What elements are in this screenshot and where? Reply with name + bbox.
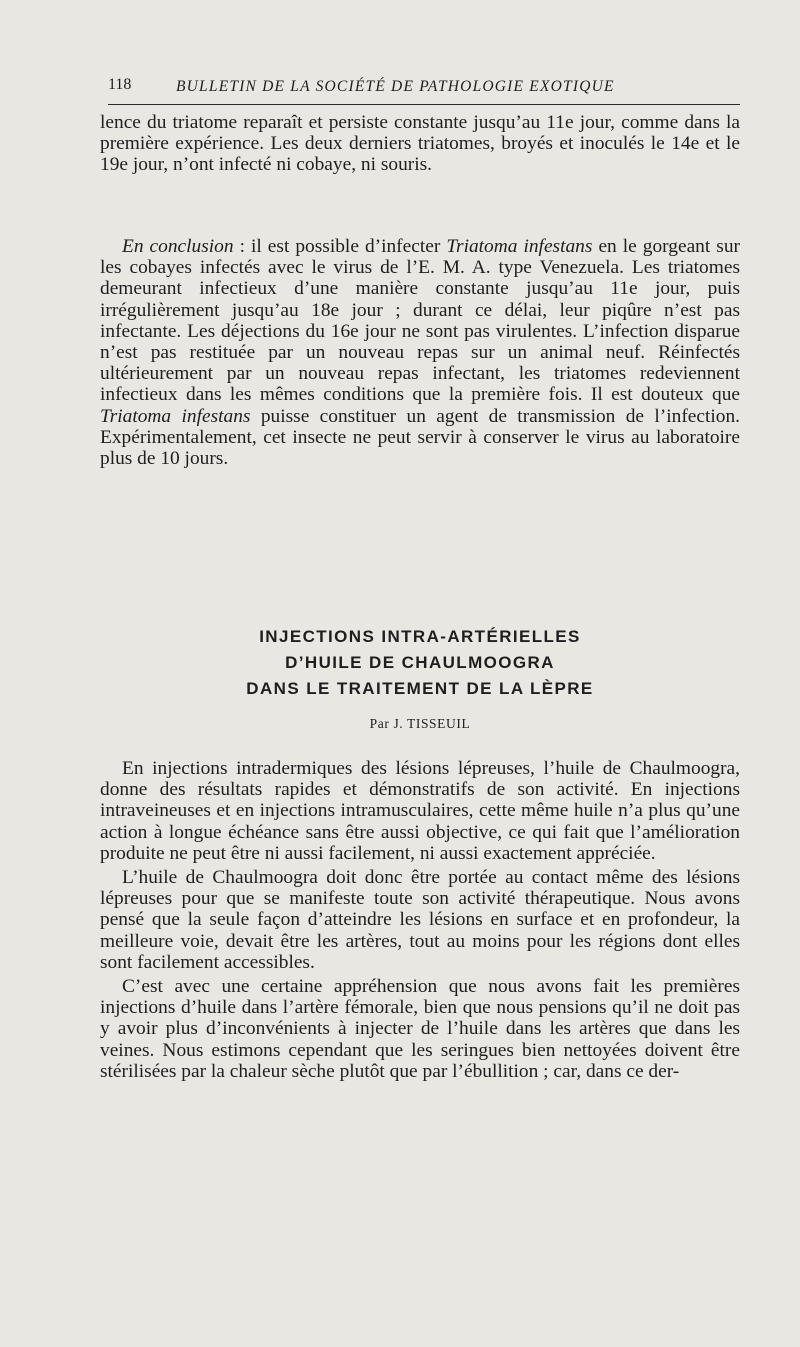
- species-name: Triatoma infestans: [446, 236, 593, 257]
- species-name: Triatoma infestans: [100, 405, 251, 427]
- title-line: INJECTIONS INTRA-ARTÉRIELLES: [259, 627, 581, 646]
- conclusion-lead: En conclusion: [122, 236, 234, 257]
- conclusion-paragraph: [100, 236, 740, 469]
- conclusion-part-a: : il est possible d’infecter: [233, 236, 447, 257]
- page-number: 118: [108, 76, 132, 93]
- body-paragraph: C’est avec une certaine appréhension que nous avons fait les premières injections d’huile dans l’artère fémorale, bien que nous pensions qu’il ne doit pas y avoir plus d’inconvénients à injecter de l’huile dans les artères que dans les veines. Nous estimons cependant que les seringues bien nettoyées doivent être stérilisées par la chaleur sèche plutôt que par l’ébullition ; car, dans ce der-: [100, 976, 740, 1082]
- title-line: D’HUILE DE CHAULMOOGRA: [285, 653, 555, 672]
- conclusion-part-b: en le gorgeant sur les cobayes infectés avec le virus de l’E. M. A. type Venezuela. Les triatomes demeurant infectieux d’une manière constante jusqu’au 11e jour, puis irrégulièrement jusqu’au 18e jour ; durant ce délai, leur piqûre n’est pas infectante. Les déjections du 16e jour ne sont pas virulentes. L’infection disparue n’est pas restituée par un nouveau repas sur un animal neuf. Réinfectés ultérieurement par un nouveau repas infectant, les triatomes redeviennent infectieux dans les mêmes conditions que la première fois. Il est douteux que: [100, 236, 740, 406]
- previous-article-continuation: [100, 112, 740, 176]
- article-title: [100, 624, 740, 702]
- page-header: [108, 70, 740, 105]
- article-body: [100, 758, 740, 1085]
- conclusion-text: [100, 236, 740, 469]
- body-paragraph: L’huile de Chaulmoogra doit donc être portée au contact même des lésions lépreuses pour que se manifeste toute son activité thérapeutique. Nous avons pensé que la seule façon d’atteindre les lésions en surface et en profondeur, la meilleure voie, devait être les artères, tout au moins pour les régions dont elles sont facilement accessibles.: [100, 867, 740, 973]
- running-head: BULLETIN DE LA SOCIÉTÉ DE PATHOLOGIE EXOTIQUE: [176, 78, 615, 95]
- article-author: Par J. TISSEUIL: [369, 716, 471, 731]
- title-line: DANS LE TRAITEMENT DE LA LÈPRE: [246, 679, 594, 698]
- body-paragraph: En injections intradermiques des lésions lépreuses, l’huile de Chaulmoogra, donne des résultats rapides et démonstratifs de son activité. En injections intraveineuses et en injections intramusculaires, cette même huile n’a plus qu’une action à longue échéance sans être aussi objective, ce qui fait que l’amélioration produite ne peut être ni aussi facilement, ni aussi exactement appréciée.: [100, 758, 740, 864]
- conclusion-part-c: puisse constituer un agent de transmission de l’infection. Expérimentalement, cet insecte ne peut servir à conserver le virus au laboratoire plus de 10 jours.: [100, 405, 740, 470]
- continuation-paragraph: lence du triatome reparaît et persiste constante jusqu’au 11e jour, comme dans la première expérience. Les deux derniers triatomes, broyés et inoculés le 14e et le 19e jour, n’ont infecté ni cobaye, ni souris.: [100, 112, 740, 176]
